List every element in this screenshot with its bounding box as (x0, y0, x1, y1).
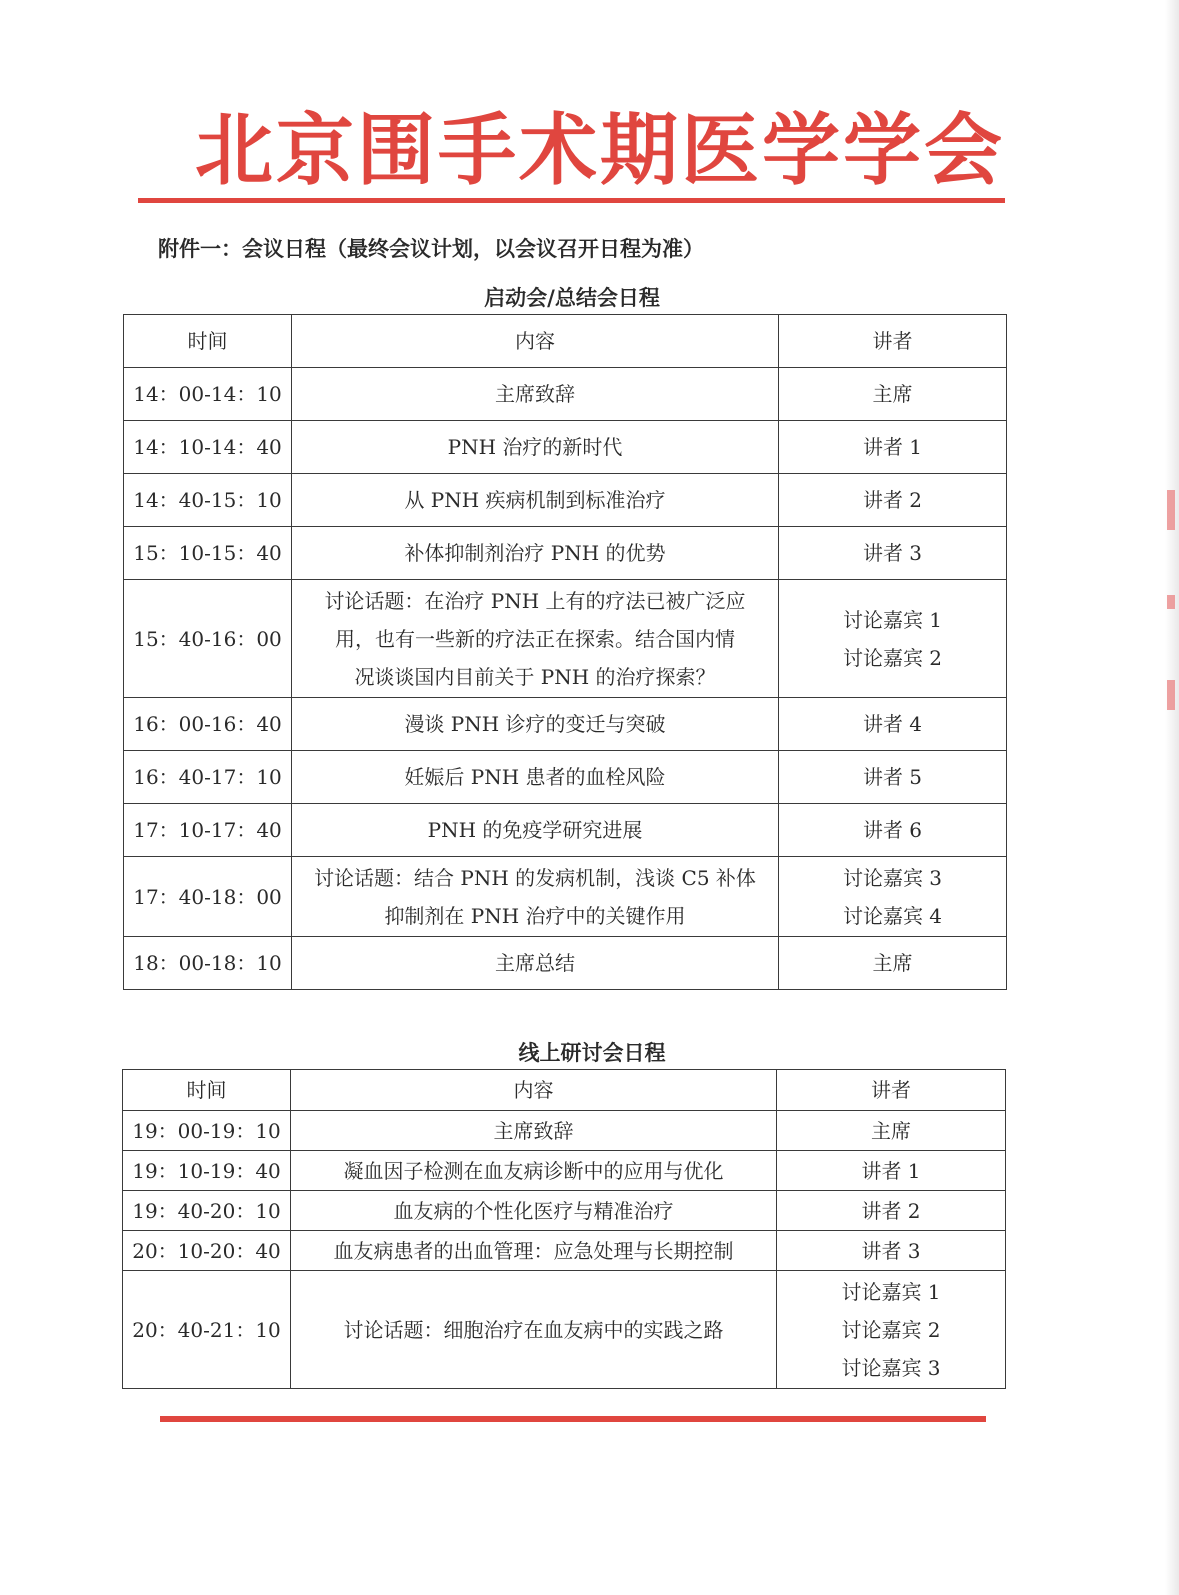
time-cell: 16：40-17：10 (124, 751, 292, 804)
table-row (124, 368, 1007, 421)
speaker-line: 讨论嘉宾 3 (841, 1355, 941, 1380)
content-line: 妊娠后 PNH 患者的血栓风险 (404, 765, 666, 789)
speaker-line: 讨论嘉宾 1 (841, 1279, 941, 1304)
content-line: 从 PNH 疾病机制到标准治疗 (404, 488, 666, 512)
time-cell: 15：40-16：00 (124, 580, 292, 698)
table-header-row (124, 315, 1007, 368)
attachment-note: 附件一：会议日程（最终会议计划，以会议召开日程为准） (158, 236, 704, 261)
speaker-line: 讨论嘉宾 4 (842, 903, 943, 928)
content-cell (291, 1191, 777, 1231)
time-cell: 14：10-14：40 (124, 421, 292, 474)
content-line: 讨论话题：细胞治疗在血友病中的实践之路 (343, 1317, 724, 1342)
content-line: 补体抑制剂治疗 PNH 的优势 (404, 541, 666, 565)
speaker-cell (779, 580, 1007, 698)
online-table-caption: 线上研讨会日程 (518, 1040, 666, 1065)
time-cell: 14：40-15：10 (124, 474, 292, 527)
table-row (124, 421, 1007, 474)
content-cell (292, 421, 779, 474)
time-cell: 20：10-20：40 (123, 1231, 291, 1271)
time-cell: 17：10-17：40 (124, 804, 292, 857)
table-row (123, 1191, 1006, 1231)
content-cell (292, 804, 779, 857)
speaker-line: 讨论嘉宾 2 (842, 645, 943, 670)
speaker-cell (779, 368, 1007, 421)
table-row (123, 1111, 1006, 1151)
speaker-cell (777, 1191, 1006, 1231)
speaker-cell (779, 421, 1007, 474)
speaker-line: 主席 (872, 951, 913, 975)
letterhead-title: 北京围手术期医学学会 (195, 106, 1006, 196)
header-cell-content: 内容 (291, 1070, 777, 1111)
content-cell (292, 580, 779, 698)
speaker-cell (777, 1271, 1006, 1389)
speaker-line: 讨论嘉宾 1 (842, 607, 943, 632)
speaker-line: 讲者 2 (862, 488, 923, 512)
table-row (123, 1151, 1006, 1191)
content-line: 讨论话题：结合 PNH 的发病机制，浅谈 C5 补体 (314, 865, 756, 890)
launch-schedule-table (123, 314, 1007, 990)
speaker-line: 讲者 6 (862, 818, 923, 842)
time-cell: 18：00-18：10 (124, 937, 292, 990)
letterhead-rule (138, 198, 1005, 203)
content-line: 抑制剂在 PNH 治疗中的关键作用 (384, 903, 686, 928)
content-line: PNH 治疗的新时代 (447, 435, 623, 459)
content-line: 用，也有一些新的疗法正在探索。结合国内情 (335, 626, 735, 651)
speaker-cell (779, 937, 1007, 990)
header-cell-speaker: 讲者 (777, 1070, 1006, 1111)
speaker-line: 讲者 1 (862, 435, 923, 459)
speaker-line: 讲者 2 (861, 1198, 921, 1223)
time-cell: 14：00-14：10 (124, 368, 292, 421)
table-header-row (123, 1070, 1006, 1111)
time-cell: 15：10-15：40 (124, 527, 292, 580)
content-line: 凝血因子检测在血友病诊断中的应用与优化 (343, 1158, 724, 1183)
table-row (124, 474, 1007, 527)
speaker-line: 讲者 3 (862, 541, 923, 565)
content-line: 况谈谈国内目前关于 PNH 的治疗探索？ (354, 664, 716, 689)
speaker-cell (777, 1111, 1006, 1151)
speaker-line: 讲者 1 (861, 1158, 921, 1183)
time-cell: 19：40-20：10 (123, 1191, 291, 1231)
table-row (124, 751, 1007, 804)
content-line: 血友病患者的出血管理：应急处理与长期控制 (333, 1238, 734, 1263)
content-line: 主席致辞 (495, 382, 575, 406)
content-cell (292, 527, 779, 580)
time-cell: 17：40-18：00 (124, 857, 292, 937)
speaker-line: 讲者 4 (862, 712, 923, 736)
seal-bleed-mark (1167, 490, 1175, 530)
content-line: 漫谈 PNH 诊疗的变迁与突破 (404, 712, 666, 736)
content-line: 主席致辞 (493, 1118, 574, 1143)
header-cell-time: 时间 (124, 315, 292, 368)
speaker-cell (779, 474, 1007, 527)
table-row (124, 857, 1007, 937)
table-row (124, 698, 1007, 751)
content-cell (292, 857, 779, 937)
speaker-cell (777, 1231, 1006, 1271)
speaker-cell (779, 527, 1007, 580)
content-cell (291, 1231, 777, 1271)
speaker-line: 讨论嘉宾 3 (842, 865, 943, 890)
table-row (123, 1271, 1006, 1389)
table-row (124, 527, 1007, 580)
speaker-cell (779, 804, 1007, 857)
content-cell (292, 368, 779, 421)
speaker-line: 讲者 5 (862, 765, 923, 789)
online-schedule-table (122, 1069, 1006, 1389)
speaker-line: 讨论嘉宾 2 (841, 1317, 941, 1342)
content-cell (291, 1271, 777, 1389)
table-row (124, 804, 1007, 857)
time-cell: 20：40-21：10 (123, 1271, 291, 1389)
content-cell (292, 937, 779, 990)
launch-table-caption: 启动会/总结会日程 (484, 285, 660, 310)
content-line: 讨论话题：在治疗 PNH 上有的疗法已被广泛应 (324, 588, 746, 613)
seal-bleed-mark (1167, 595, 1175, 609)
speaker-line: 主席 (872, 382, 913, 406)
table-row (123, 1231, 1006, 1271)
speaker-cell (777, 1151, 1006, 1191)
speaker-cell (779, 751, 1007, 804)
header-cell-speaker: 讲者 (779, 315, 1007, 368)
header-cell-time: 时间 (123, 1070, 291, 1111)
table-row (124, 580, 1007, 698)
speaker-cell (779, 698, 1007, 751)
table-row (124, 937, 1007, 990)
time-cell: 16：00-16：40 (124, 698, 292, 751)
content-cell (292, 698, 779, 751)
content-cell (292, 474, 779, 527)
seal-bleed-mark (1167, 680, 1175, 710)
footer-rule (160, 1416, 986, 1422)
time-cell: 19：10-19：40 (123, 1151, 291, 1191)
content-line: 主席总结 (495, 951, 575, 975)
content-cell (292, 751, 779, 804)
speaker-line: 讲者 3 (861, 1238, 921, 1263)
speaker-line: 主席 (871, 1118, 911, 1143)
speaker-cell (779, 857, 1007, 937)
content-line: PNH 的免疫学研究进展 (427, 818, 643, 842)
time-cell: 19：00-19：10 (123, 1111, 291, 1151)
content-line: 血友病的个性化医疗与精准治疗 (393, 1198, 674, 1223)
page-edge-shadow (1165, 0, 1179, 1595)
content-cell (291, 1111, 777, 1151)
content-cell (291, 1151, 777, 1191)
header-cell-content: 内容 (292, 315, 779, 368)
